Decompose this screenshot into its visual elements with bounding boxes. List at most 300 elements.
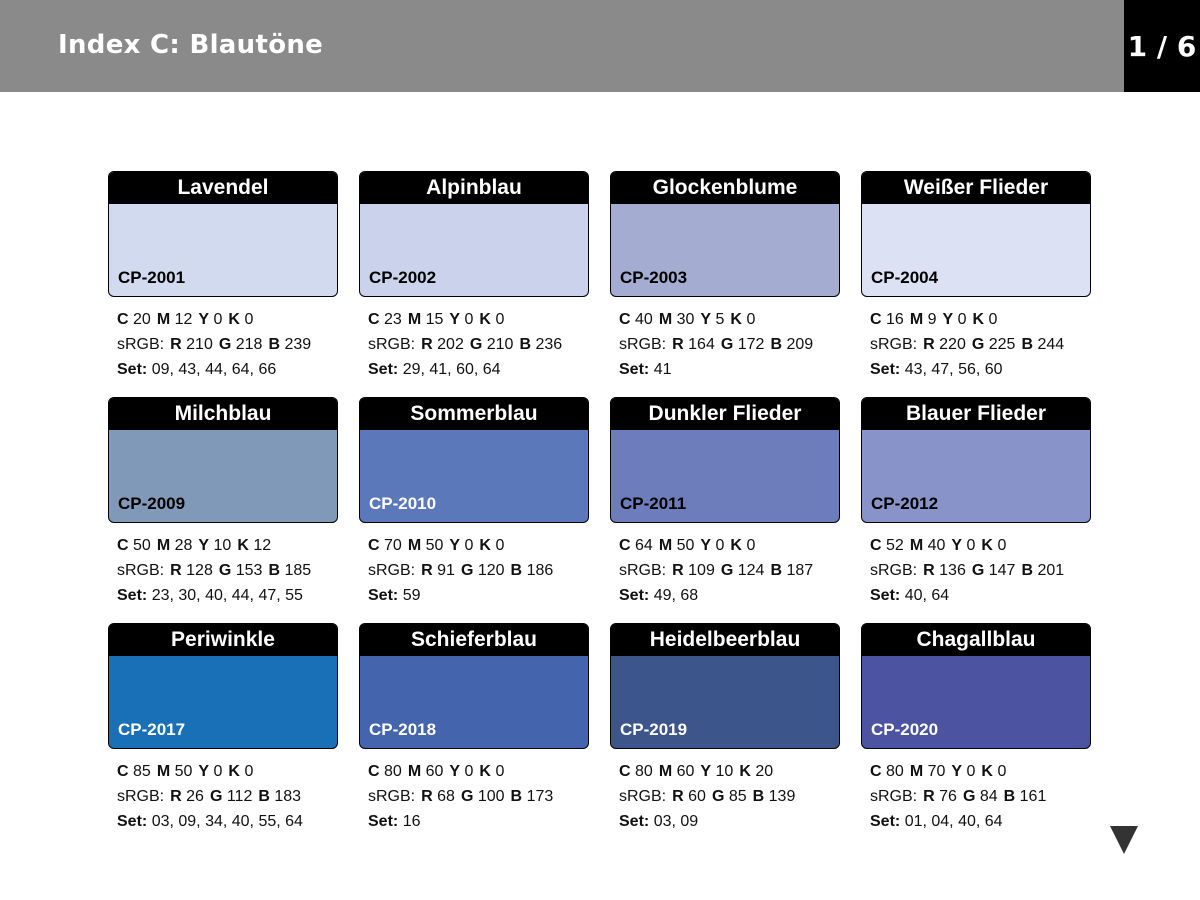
srgb-line xyxy=(870,332,1070,357)
rgb-b-value: 236 xyxy=(535,336,563,353)
cmyk-m-label: M xyxy=(407,763,422,780)
swatch-code: CP-2002 xyxy=(369,268,437,287)
rgb-b-label: B xyxy=(510,788,523,805)
cmyk-k-value: 0 xyxy=(495,537,505,554)
cmyk-line xyxy=(870,307,1070,332)
swatch-info xyxy=(117,533,317,608)
swatch-name: Glockenblume xyxy=(611,172,839,204)
set-label: Set: xyxy=(619,361,650,378)
rgb-r-label: R xyxy=(421,336,433,353)
rgb-g-label: G xyxy=(469,336,483,353)
cmyk-k-label: K xyxy=(981,537,993,554)
set-line xyxy=(619,357,819,382)
srgb-label: sRGB: xyxy=(619,562,667,579)
set-line xyxy=(619,583,819,608)
color-swatch-card xyxy=(108,171,338,397)
header-bar xyxy=(0,0,1124,92)
swatch-info xyxy=(368,759,559,834)
set-value: 03, 09, 34, 40, 55, 64 xyxy=(151,813,303,830)
cmyk-m-value: 30 xyxy=(676,311,695,328)
rgb-r-label: R xyxy=(672,788,684,805)
cmyk-m-value: 50 xyxy=(174,763,193,780)
srgb-line xyxy=(870,558,1070,583)
srgb-label: sRGB: xyxy=(870,562,918,579)
swatch-color-box xyxy=(861,397,1091,523)
cmyk-k-label: K xyxy=(730,537,742,554)
swatch-name: Dunkler Flieder xyxy=(611,398,839,430)
swatch-info xyxy=(870,533,1070,608)
rgb-r-value: 128 xyxy=(186,562,213,579)
cmyk-m-label: M xyxy=(156,537,171,554)
cmyk-line xyxy=(619,759,801,784)
set-value: 49, 68 xyxy=(653,587,699,604)
rgb-r-label: R xyxy=(421,562,433,579)
cmyk-m-label: M xyxy=(658,763,673,780)
cmyk-y-label: Y xyxy=(198,311,210,328)
swatch-name: Schieferblau xyxy=(360,624,588,656)
cmyk-m-label: M xyxy=(658,311,673,328)
cmyk-line xyxy=(870,533,1070,558)
page-indicator: 1 / 6 xyxy=(1127,30,1197,63)
cmyk-c-label: C xyxy=(117,537,129,554)
set-line xyxy=(117,809,307,834)
cmyk-m-label: M xyxy=(156,311,171,328)
set-label: Set: xyxy=(117,361,148,378)
color-swatch-card xyxy=(861,171,1091,397)
cmyk-c-label: C xyxy=(368,311,380,328)
srgb-line xyxy=(117,558,317,583)
cmyk-k-value: 0 xyxy=(746,537,756,554)
cmyk-line xyxy=(368,307,568,332)
cmyk-c-value: 40 xyxy=(635,311,653,328)
swatch-info xyxy=(619,759,801,834)
cmyk-y-label: Y xyxy=(449,537,461,554)
page-indicator-box xyxy=(1124,0,1200,92)
swatch-info xyxy=(368,533,559,608)
set-label: Set: xyxy=(117,813,148,830)
rgb-g-value: 218 xyxy=(235,336,263,353)
set-value: 09, 43, 44, 64, 66 xyxy=(151,361,277,378)
color-swatch-card xyxy=(108,623,338,849)
cmyk-y-value: 0 xyxy=(715,537,725,554)
swatch-info xyxy=(619,533,819,608)
cmyk-m-value: 70 xyxy=(927,763,946,780)
cmyk-y-value: 10 xyxy=(715,763,734,780)
swatch-name: Heidelbeerblau xyxy=(611,624,839,656)
rgb-g-label: G xyxy=(711,788,725,805)
swatch-name: Periwinkle xyxy=(109,624,337,656)
cmyk-k-value: 0 xyxy=(244,763,254,780)
color-swatch-card xyxy=(861,623,1091,849)
swatch-info xyxy=(368,307,568,382)
cmyk-c-value: 16 xyxy=(886,311,904,328)
set-line xyxy=(368,357,568,382)
cmyk-m-value: 50 xyxy=(676,537,695,554)
cmyk-c-value: 80 xyxy=(635,763,653,780)
rgb-g-value: 112 xyxy=(226,788,253,805)
set-value: 03, 09 xyxy=(653,813,699,830)
rgb-b-value: 139 xyxy=(768,788,796,805)
cmyk-k-label: K xyxy=(981,763,993,780)
color-swatch-card xyxy=(610,623,840,849)
swatch-code: CP-2017 xyxy=(118,720,186,739)
cmyk-m-label: M xyxy=(407,537,422,554)
srgb-line xyxy=(619,558,819,583)
swatch-info xyxy=(117,759,307,834)
rgb-b-value: 244 xyxy=(1037,336,1065,353)
rgb-r-value: 76 xyxy=(939,788,957,805)
cmyk-c-value: 64 xyxy=(635,537,653,554)
rgb-r-label: R xyxy=(923,562,935,579)
set-label: Set: xyxy=(368,361,399,378)
color-swatch-card xyxy=(610,171,840,397)
cmyk-y-value: 0 xyxy=(966,763,976,780)
cmyk-m-value: 60 xyxy=(676,763,695,780)
rgb-r-value: 136 xyxy=(939,562,966,579)
rgb-b-value: 186 xyxy=(526,562,554,579)
srgb-line xyxy=(368,332,568,357)
set-label: Set: xyxy=(368,813,399,830)
rgb-r-value: 68 xyxy=(437,788,455,805)
srgb-label: sRGB: xyxy=(619,336,667,353)
rgb-b-value: 183 xyxy=(274,788,302,805)
rgb-r-label: R xyxy=(923,336,935,353)
set-line xyxy=(368,809,559,834)
color-swatch-card xyxy=(861,397,1091,623)
cmyk-c-value: 20 xyxy=(133,311,151,328)
swatch-name: Alpinblau xyxy=(360,172,588,204)
srgb-label: sRGB: xyxy=(117,336,165,353)
set-line xyxy=(870,809,1052,834)
cmyk-y-value: 0 xyxy=(464,763,474,780)
rgb-g-label: G xyxy=(460,562,474,579)
cmyk-line xyxy=(368,533,559,558)
rgb-b-value: 161 xyxy=(1019,788,1047,805)
next-page-arrow-icon[interactable] xyxy=(1110,826,1138,854)
color-swatch-card xyxy=(359,171,589,397)
rgb-b-label: B xyxy=(1003,788,1016,805)
cmyk-m-label: M xyxy=(658,537,673,554)
rgb-b-label: B xyxy=(510,562,523,579)
rgb-b-label: B xyxy=(1021,562,1034,579)
srgb-line xyxy=(368,558,559,583)
rgb-b-value: 201 xyxy=(1037,562,1065,579)
swatch-color-box xyxy=(108,397,338,523)
set-label: Set: xyxy=(870,587,901,604)
swatch-color-box xyxy=(108,171,338,297)
set-line xyxy=(619,809,801,834)
swatch-name: Sommerblau xyxy=(360,398,588,430)
srgb-line xyxy=(619,784,801,809)
rgb-r-value: 26 xyxy=(186,788,204,805)
srgb-label: sRGB: xyxy=(870,336,918,353)
set-value: 23, 30, 40, 44, 47, 55 xyxy=(151,587,303,604)
swatch-info xyxy=(619,307,819,382)
srgb-line xyxy=(117,332,317,357)
rgb-r-value: 60 xyxy=(688,788,706,805)
cmyk-m-label: M xyxy=(407,311,422,328)
cmyk-k-value: 0 xyxy=(495,763,505,780)
cmyk-c-value: 50 xyxy=(133,537,151,554)
set-line xyxy=(117,357,317,382)
rgb-b-label: B xyxy=(752,788,765,805)
srgb-line xyxy=(368,784,559,809)
cmyk-y-value: 0 xyxy=(464,311,474,328)
cmyk-k-label: K xyxy=(228,311,240,328)
srgb-label: sRGB: xyxy=(368,336,416,353)
cmyk-k-value: 0 xyxy=(746,311,756,328)
rgb-b-label: B xyxy=(258,788,270,805)
rgb-r-label: R xyxy=(170,562,182,579)
set-line xyxy=(117,583,317,608)
color-swatch-card xyxy=(359,397,589,623)
set-line xyxy=(870,583,1070,608)
swatch-info xyxy=(870,759,1052,834)
swatch-color-box xyxy=(861,623,1091,749)
rgb-r-value: 202 xyxy=(437,336,464,353)
rgb-b-value: 209 xyxy=(786,336,814,353)
rgb-r-value: 91 xyxy=(437,562,455,579)
cmyk-line xyxy=(619,533,819,558)
cmyk-k-label: K xyxy=(228,763,240,780)
rgb-g-label: G xyxy=(971,562,985,579)
srgb-label: sRGB: xyxy=(870,788,918,805)
cmyk-k-value: 0 xyxy=(997,537,1007,554)
rgb-g-label: G xyxy=(460,788,474,805)
rgb-r-value: 164 xyxy=(688,336,715,353)
cmyk-m-label: M xyxy=(909,311,924,328)
cmyk-m-value: 28 xyxy=(174,537,193,554)
swatch-color-box xyxy=(108,623,338,749)
rgb-r-value: 210 xyxy=(186,336,213,353)
rgb-b-value: 185 xyxy=(284,562,312,579)
cmyk-m-value: 15 xyxy=(425,311,444,328)
cmyk-c-label: C xyxy=(870,537,882,554)
cmyk-y-value: 0 xyxy=(213,311,223,328)
set-label: Set: xyxy=(870,813,901,830)
cmyk-c-value: 23 xyxy=(384,311,402,328)
swatch-code: CP-2012 xyxy=(871,494,939,513)
swatch-code: CP-2010 xyxy=(369,494,437,513)
cmyk-k-value: 12 xyxy=(253,537,272,554)
cmyk-y-value: 0 xyxy=(966,537,976,554)
cmyk-y-label: Y xyxy=(198,763,210,780)
swatch-color-box xyxy=(359,623,589,749)
cmyk-line xyxy=(368,759,559,784)
set-line xyxy=(368,583,559,608)
rgb-r-value: 109 xyxy=(688,562,715,579)
swatch-info xyxy=(117,307,317,382)
srgb-label: sRGB: xyxy=(117,562,165,579)
cmyk-y-label: Y xyxy=(198,537,210,554)
rgb-b-label: B xyxy=(770,562,783,579)
srgb-label: sRGB: xyxy=(368,562,416,579)
cmyk-line xyxy=(619,307,819,332)
rgb-g-value: 225 xyxy=(988,336,1016,353)
cmyk-m-value: 60 xyxy=(425,763,444,780)
swatch-color-box xyxy=(359,171,589,297)
cmyk-y-value: 5 xyxy=(715,311,725,328)
rgb-r-label: R xyxy=(923,788,935,805)
swatch-grid xyxy=(108,171,1092,831)
cmyk-k-label: K xyxy=(739,763,751,780)
set-label: Set: xyxy=(870,361,901,378)
cmyk-line xyxy=(117,533,317,558)
rgb-g-value: 124 xyxy=(737,562,765,579)
cmyk-y-label: Y xyxy=(951,537,963,554)
cmyk-y-label: Y xyxy=(700,311,712,328)
rgb-g-label: G xyxy=(720,336,734,353)
swatch-code: CP-2018 xyxy=(369,720,437,739)
swatch-name: Lavendel xyxy=(109,172,337,204)
page-title: Index C: Blautöne xyxy=(58,30,324,60)
rgb-g-value: 147 xyxy=(988,562,1016,579)
cmyk-y-value: 10 xyxy=(213,537,232,554)
cmyk-c-label: C xyxy=(619,537,631,554)
rgb-b-label: B xyxy=(268,562,281,579)
swatch-color-box xyxy=(610,397,840,523)
swatch-color-box xyxy=(861,171,1091,297)
swatch-name: Milchblau xyxy=(109,398,337,430)
cmyk-c-label: C xyxy=(870,763,882,780)
cmyk-y-label: Y xyxy=(700,537,712,554)
rgb-b-label: B xyxy=(268,336,281,353)
srgb-label: sRGB: xyxy=(619,788,667,805)
cmyk-k-label: K xyxy=(479,763,491,780)
rgb-r-label: R xyxy=(672,562,684,579)
rgb-g-value: 100 xyxy=(477,788,505,805)
cmyk-c-label: C xyxy=(368,537,380,554)
swatch-code: CP-2004 xyxy=(871,268,939,287)
swatch-code: CP-2011 xyxy=(620,494,687,513)
cmyk-k-label: K xyxy=(479,537,491,554)
cmyk-k-label: K xyxy=(972,311,985,328)
cmyk-y-label: Y xyxy=(942,311,954,328)
set-value: 16 xyxy=(402,813,421,830)
rgb-g-label: G xyxy=(962,788,976,805)
srgb-label: sRGB: xyxy=(368,788,416,805)
swatch-code: CP-2020 xyxy=(871,720,939,739)
rgb-r-label: R xyxy=(421,788,433,805)
cmyk-k-label: K xyxy=(479,311,491,328)
rgb-g-value: 84 xyxy=(979,788,998,805)
cmyk-c-label: C xyxy=(117,311,129,328)
rgb-g-value: 120 xyxy=(477,562,505,579)
swatch-name: Blauer Flieder xyxy=(862,398,1090,430)
rgb-g-value: 210 xyxy=(486,336,514,353)
rgb-g-value: 153 xyxy=(235,562,263,579)
cmyk-y-label: Y xyxy=(449,311,461,328)
set-value: 41 xyxy=(653,361,672,378)
swatch-info xyxy=(870,307,1070,382)
set-value: 40, 64 xyxy=(904,587,950,604)
cmyk-y-value: 0 xyxy=(213,763,223,780)
set-label: Set: xyxy=(619,813,650,830)
rgb-b-label: B xyxy=(519,336,532,353)
set-value: 59 xyxy=(402,587,421,604)
set-label: Set: xyxy=(117,587,148,604)
swatch-color-box xyxy=(610,623,840,749)
rgb-r-label: R xyxy=(170,788,182,805)
rgb-g-label: G xyxy=(720,562,734,579)
rgb-g-label: G xyxy=(971,336,985,353)
cmyk-k-label: K xyxy=(730,311,742,328)
swatch-code: CP-2003 xyxy=(620,268,688,287)
set-value: 43, 47, 56, 60 xyxy=(904,361,1003,378)
rgb-r-label: R xyxy=(170,336,182,353)
rgb-g-label: G xyxy=(209,788,223,805)
cmyk-m-value: 12 xyxy=(174,311,193,328)
swatch-name: Chagallblau xyxy=(862,624,1090,656)
color-swatch-card xyxy=(610,397,840,623)
cmyk-m-label: M xyxy=(909,763,924,780)
cmyk-m-label: M xyxy=(156,763,171,780)
cmyk-k-value: 0 xyxy=(495,311,505,328)
srgb-line xyxy=(870,784,1052,809)
cmyk-k-value: 0 xyxy=(988,311,998,328)
rgb-b-label: B xyxy=(770,336,783,353)
rgb-r-value: 220 xyxy=(939,336,966,353)
color-swatch-card xyxy=(359,623,589,849)
swatch-color-box xyxy=(359,397,589,523)
set-line xyxy=(870,357,1070,382)
cmyk-m-value: 50 xyxy=(425,537,444,554)
cmyk-c-value: 52 xyxy=(886,537,904,554)
cmyk-k-value: 0 xyxy=(244,311,254,328)
cmyk-y-label: Y xyxy=(449,763,461,780)
cmyk-c-value: 80 xyxy=(384,763,402,780)
swatch-color-box xyxy=(610,171,840,297)
swatch-code: CP-2019 xyxy=(620,720,688,739)
cmyk-m-value: 40 xyxy=(927,537,946,554)
cmyk-m-label: M xyxy=(909,537,924,554)
cmyk-c-value: 70 xyxy=(384,537,402,554)
cmyk-y-label: Y xyxy=(700,763,712,780)
swatch-name: Weißer Flieder xyxy=(862,172,1090,204)
cmyk-c-label: C xyxy=(619,311,631,328)
rgb-r-label: R xyxy=(672,336,684,353)
srgb-label: sRGB: xyxy=(117,788,165,805)
swatch-code: CP-2001 xyxy=(118,268,186,287)
rgb-g-label: G xyxy=(218,336,232,353)
cmyk-line xyxy=(117,759,307,784)
rgb-b-value: 239 xyxy=(284,336,312,353)
cmyk-c-label: C xyxy=(870,311,882,328)
rgb-b-label: B xyxy=(1021,336,1034,353)
cmyk-line xyxy=(870,759,1052,784)
cmyk-c-label: C xyxy=(619,763,631,780)
cmyk-c-label: C xyxy=(368,763,380,780)
cmyk-k-value: 0 xyxy=(997,763,1007,780)
cmyk-y-label: Y xyxy=(951,763,963,780)
cmyk-y-value: 0 xyxy=(464,537,474,554)
rgb-b-value: 187 xyxy=(786,562,814,579)
srgb-line xyxy=(619,332,819,357)
cmyk-m-value: 9 xyxy=(927,311,937,328)
srgb-line xyxy=(117,784,307,809)
cmyk-line xyxy=(117,307,317,332)
cmyk-k-label: K xyxy=(237,537,249,554)
set-value: 01, 04, 40, 64 xyxy=(904,813,1003,830)
cmyk-c-value: 80 xyxy=(886,763,904,780)
swatch-code: CP-2009 xyxy=(118,494,186,513)
color-swatch-card xyxy=(108,397,338,623)
set-label: Set: xyxy=(619,587,650,604)
rgb-b-value: 173 xyxy=(526,788,554,805)
set-label: Set: xyxy=(368,587,399,604)
rgb-g-value: 85 xyxy=(728,788,747,805)
cmyk-y-value: 0 xyxy=(957,311,967,328)
